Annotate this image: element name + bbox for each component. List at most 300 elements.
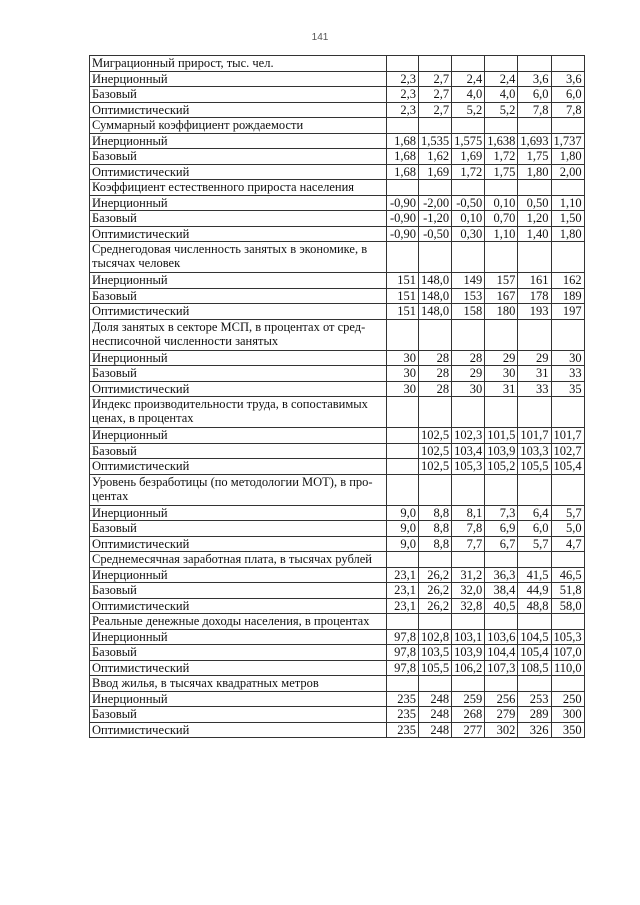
section-header-row <box>90 319 585 350</box>
table-row <box>90 211 585 227</box>
value-cell: 250 <box>551 691 584 707</box>
value-cell: 158 <box>452 304 485 320</box>
value-cell: 103,3 <box>518 443 551 459</box>
value-cell: 101,7 <box>518 428 551 444</box>
empty-cell <box>419 676 452 692</box>
scenario-label: Оптимистический <box>90 164 387 180</box>
value-cell: 2,4 <box>485 71 518 87</box>
scenario-label: Оптимистический <box>90 536 387 552</box>
value-cell: 6,0 <box>518 521 551 537</box>
empty-cell <box>452 319 485 350</box>
value-cell: 26,2 <box>419 583 452 599</box>
value-cell: 30 <box>387 350 419 366</box>
scenario-label: Базовый <box>90 645 387 661</box>
table-row <box>90 660 585 676</box>
value-cell: 30 <box>485 366 518 382</box>
section-header-row <box>90 614 585 630</box>
empty-cell <box>387 118 419 134</box>
value-cell: 326 <box>518 722 551 738</box>
section-title: Суммарный коэффициент рождаемости <box>90 118 387 134</box>
value-cell: 29 <box>452 366 485 382</box>
value-cell: 1,68 <box>387 149 419 165</box>
value-cell: 8,8 <box>419 521 452 537</box>
value-cell: 1,737 <box>551 133 584 149</box>
empty-cell <box>518 552 551 568</box>
value-cell: 6,0 <box>551 87 584 103</box>
table-row <box>90 87 585 103</box>
table-row <box>90 505 585 521</box>
value-cell: 107,0 <box>551 645 584 661</box>
value-cell: 235 <box>387 691 419 707</box>
empty-cell <box>485 676 518 692</box>
scenario-label: Базовый <box>90 87 387 103</box>
value-cell <box>387 428 419 444</box>
value-cell: 1,40 <box>518 226 551 242</box>
value-cell: 33 <box>551 366 584 382</box>
empty-cell <box>485 552 518 568</box>
table-row <box>90 428 585 444</box>
value-cell: 1,72 <box>485 149 518 165</box>
value-cell: 1,80 <box>518 164 551 180</box>
table-row <box>90 71 585 87</box>
scenario-label: Инерционный <box>90 273 387 289</box>
value-cell: 101,7 <box>551 428 584 444</box>
empty-cell <box>387 397 419 428</box>
value-cell: 0,10 <box>485 195 518 211</box>
value-cell: 97,8 <box>387 629 419 645</box>
value-cell: 161 <box>518 273 551 289</box>
empty-cell <box>485 614 518 630</box>
value-cell: 8,8 <box>419 505 452 521</box>
value-cell: 256 <box>485 691 518 707</box>
empty-cell <box>551 118 584 134</box>
value-cell: 46,5 <box>551 567 584 583</box>
value-cell: 35 <box>551 381 584 397</box>
value-cell: 268 <box>452 707 485 723</box>
value-cell: 1,693 <box>518 133 551 149</box>
table-row <box>90 567 585 583</box>
scenario-label: Оптимистический <box>90 226 387 242</box>
table-row <box>90 133 585 149</box>
section-title: Среднегодовая численность занятых в экономике, в тысячах человек <box>90 242 387 273</box>
value-cell: 259 <box>452 691 485 707</box>
value-cell: 105,2 <box>485 459 518 475</box>
value-cell: 7,8 <box>551 102 584 118</box>
value-cell: 1,69 <box>452 149 485 165</box>
value-cell: 1,68 <box>387 164 419 180</box>
value-cell: 1,62 <box>419 149 452 165</box>
empty-cell <box>452 676 485 692</box>
value-cell: 103,9 <box>485 443 518 459</box>
value-cell: 6,9 <box>485 521 518 537</box>
scenario-label: Оптимистический <box>90 304 387 320</box>
value-cell: 30 <box>387 366 419 382</box>
value-cell: 151 <box>387 273 419 289</box>
value-cell: 41,5 <box>518 567 551 583</box>
value-cell: 29 <box>485 350 518 366</box>
scenario-label: Инерционный <box>90 428 387 444</box>
value-cell: 253 <box>518 691 551 707</box>
empty-cell <box>485 397 518 428</box>
table-row <box>90 195 585 211</box>
value-cell: 28 <box>452 350 485 366</box>
table-row <box>90 164 585 180</box>
value-cell: 102,7 <box>551 443 584 459</box>
value-cell: 9,0 <box>387 536 419 552</box>
value-cell: 5,0 <box>551 521 584 537</box>
value-cell: 30 <box>387 381 419 397</box>
value-cell: 2,3 <box>387 71 419 87</box>
value-cell: 5,2 <box>452 102 485 118</box>
value-cell: 51,8 <box>551 583 584 599</box>
empty-cell <box>387 474 419 505</box>
scenario-label: Оптимистический <box>90 722 387 738</box>
value-cell: 148,0 <box>419 288 452 304</box>
table-row <box>90 691 585 707</box>
scenario-label: Базовый <box>90 366 387 382</box>
value-cell: 0,30 <box>452 226 485 242</box>
value-cell: 7,7 <box>452 536 485 552</box>
empty-cell <box>518 676 551 692</box>
section-title: Реальные денежные доходы населения, в процентах <box>90 614 387 630</box>
value-cell: 38,4 <box>485 583 518 599</box>
value-cell: 32,8 <box>452 598 485 614</box>
empty-cell <box>452 118 485 134</box>
table-row <box>90 102 585 118</box>
value-cell: 105,3 <box>452 459 485 475</box>
empty-cell <box>518 56 551 72</box>
table-row <box>90 443 585 459</box>
value-cell: 1,80 <box>551 149 584 165</box>
value-cell: 102,8 <box>419 629 452 645</box>
value-cell: 23,1 <box>387 598 419 614</box>
value-cell: 148,0 <box>419 273 452 289</box>
empty-cell <box>419 319 452 350</box>
value-cell: 29 <box>518 350 551 366</box>
section-header-row <box>90 118 585 134</box>
value-cell: 104,4 <box>485 645 518 661</box>
indicators-table <box>89 55 585 738</box>
value-cell: 1,68 <box>387 133 419 149</box>
scenario-label: Инерционный <box>90 567 387 583</box>
value-cell: 4,0 <box>452 87 485 103</box>
value-cell: 102,3 <box>452 428 485 444</box>
table-row <box>90 149 585 165</box>
value-cell: 235 <box>387 707 419 723</box>
value-cell: 33 <box>518 381 551 397</box>
value-cell: 40,5 <box>485 598 518 614</box>
empty-cell <box>387 242 419 273</box>
value-cell: 105,5 <box>419 660 452 676</box>
value-cell: 97,8 <box>387 645 419 661</box>
value-cell: 0,70 <box>485 211 518 227</box>
section-header-row <box>90 180 585 196</box>
empty-cell <box>419 118 452 134</box>
value-cell: 248 <box>419 707 452 723</box>
value-cell: 5,2 <box>485 102 518 118</box>
empty-cell <box>452 474 485 505</box>
table-row <box>90 226 585 242</box>
value-cell: 2,4 <box>452 71 485 87</box>
value-cell: 4,0 <box>485 87 518 103</box>
value-cell: 8,1 <box>452 505 485 521</box>
value-cell: 28 <box>419 350 452 366</box>
section-title: Среднемесячная заработная плата, в тысячах рублей <box>90 552 387 568</box>
empty-cell <box>485 474 518 505</box>
value-cell: 157 <box>485 273 518 289</box>
value-cell: 26,2 <box>419 567 452 583</box>
empty-cell <box>485 118 518 134</box>
scenario-label: Базовый <box>90 149 387 165</box>
value-cell: 1,20 <box>518 211 551 227</box>
value-cell: 107,3 <box>485 660 518 676</box>
value-cell: 350 <box>551 722 584 738</box>
value-cell: 44,9 <box>518 583 551 599</box>
scenario-label: Оптимистический <box>90 598 387 614</box>
section-title: Доля занятых в секторе МСП, в процентах от сред- несписочной численности занятых <box>90 319 387 350</box>
value-cell: 2,00 <box>551 164 584 180</box>
value-cell: 110,0 <box>551 660 584 676</box>
value-cell: 103,4 <box>452 443 485 459</box>
value-cell: 0,50 <box>518 195 551 211</box>
value-cell: 248 <box>419 691 452 707</box>
table-row <box>90 381 585 397</box>
empty-cell <box>551 397 584 428</box>
scenario-label: Оптимистический <box>90 381 387 397</box>
value-cell: 7,8 <box>452 521 485 537</box>
value-cell: 31 <box>518 366 551 382</box>
value-cell: 102,5 <box>419 428 452 444</box>
value-cell: 302 <box>485 722 518 738</box>
value-cell: 26,2 <box>419 598 452 614</box>
value-cell: -0,90 <box>387 195 419 211</box>
value-cell: 162 <box>551 273 584 289</box>
value-cell: 289 <box>518 707 551 723</box>
section-header-row <box>90 552 585 568</box>
value-cell <box>387 443 419 459</box>
value-cell: 151 <box>387 288 419 304</box>
empty-cell <box>518 319 551 350</box>
empty-cell <box>518 397 551 428</box>
value-cell: 2,7 <box>419 71 452 87</box>
value-cell: 235 <box>387 722 419 738</box>
value-cell: 36,3 <box>485 567 518 583</box>
value-cell: 197 <box>551 304 584 320</box>
table-row <box>90 536 585 552</box>
value-cell: 31,2 <box>452 567 485 583</box>
value-cell: 2,3 <box>387 87 419 103</box>
value-cell: 30 <box>452 381 485 397</box>
value-cell: 1,75 <box>518 149 551 165</box>
section-header-row <box>90 56 585 72</box>
scenario-label: Оптимистический <box>90 459 387 475</box>
section-title: Уровень безработицы (по методологии МОТ), в про- центах <box>90 474 387 505</box>
value-cell: 106,2 <box>452 660 485 676</box>
section-title: Ввод жилья, в тысячах квадратных метров <box>90 676 387 692</box>
value-cell: 193 <box>518 304 551 320</box>
value-cell: 1,638 <box>485 133 518 149</box>
value-cell: 23,1 <box>387 567 419 583</box>
scenario-label: Инерционный <box>90 133 387 149</box>
value-cell: 7,3 <box>485 505 518 521</box>
table-row <box>90 273 585 289</box>
value-cell: 102,5 <box>419 459 452 475</box>
scenario-label: Инерционный <box>90 505 387 521</box>
scenario-label: Инерционный <box>90 350 387 366</box>
value-cell: 9,0 <box>387 505 419 521</box>
section-title: Индекс производительности труда, в сопоставимых ценах, в процентах <box>90 397 387 428</box>
table-row <box>90 366 585 382</box>
empty-cell <box>387 614 419 630</box>
table-row <box>90 459 585 475</box>
section-header-row <box>90 397 585 428</box>
value-cell: -0,90 <box>387 226 419 242</box>
empty-cell <box>387 319 419 350</box>
value-cell: 102,5 <box>419 443 452 459</box>
table-row <box>90 521 585 537</box>
value-cell: 108,5 <box>518 660 551 676</box>
value-cell: -1,20 <box>419 211 452 227</box>
value-cell: 167 <box>485 288 518 304</box>
scenario-label: Инерционный <box>90 691 387 707</box>
value-cell: 248 <box>419 722 452 738</box>
empty-cell <box>551 180 584 196</box>
scenario-label: Инерционный <box>90 71 387 87</box>
value-cell: 8,8 <box>419 536 452 552</box>
table-row <box>90 350 585 366</box>
value-cell: 1,80 <box>551 226 584 242</box>
value-cell: 1,50 <box>551 211 584 227</box>
value-cell: 149 <box>452 273 485 289</box>
empty-cell <box>419 552 452 568</box>
section-header-row <box>90 242 585 273</box>
empty-cell <box>485 56 518 72</box>
empty-cell <box>485 319 518 350</box>
section-title: Миграционный прирост, тыс. чел. <box>90 56 387 72</box>
value-cell: 6,7 <box>485 536 518 552</box>
value-cell: -2,00 <box>419 195 452 211</box>
value-cell: 0,10 <box>452 211 485 227</box>
value-cell: 103,6 <box>485 629 518 645</box>
value-cell: 1,72 <box>452 164 485 180</box>
value-cell: 103,9 <box>452 645 485 661</box>
empty-cell <box>485 180 518 196</box>
empty-cell <box>551 474 584 505</box>
value-cell: 1,535 <box>419 133 452 149</box>
value-cell: 4,7 <box>551 536 584 552</box>
value-cell: 28 <box>419 366 452 382</box>
table-row <box>90 629 585 645</box>
value-cell: 48,8 <box>518 598 551 614</box>
value-cell: 300 <box>551 707 584 723</box>
table-row <box>90 598 585 614</box>
empty-cell <box>518 242 551 273</box>
empty-cell <box>551 319 584 350</box>
value-cell: 1,75 <box>485 164 518 180</box>
scenario-label: Базовый <box>90 443 387 459</box>
table-row <box>90 645 585 661</box>
value-cell: 6,0 <box>518 87 551 103</box>
table-row <box>90 707 585 723</box>
value-cell: 58,0 <box>551 598 584 614</box>
scenario-label: Базовый <box>90 707 387 723</box>
empty-cell <box>452 180 485 196</box>
value-cell: -0,50 <box>452 195 485 211</box>
empty-cell <box>551 614 584 630</box>
page-number: 141 <box>311 32 329 43</box>
value-cell: 151 <box>387 304 419 320</box>
value-cell: 28 <box>419 381 452 397</box>
empty-cell <box>387 676 419 692</box>
value-cell: 103,1 <box>452 629 485 645</box>
section-header-row <box>90 474 585 505</box>
empty-cell <box>419 397 452 428</box>
empty-cell <box>518 614 551 630</box>
value-cell: 5,7 <box>551 505 584 521</box>
scenario-label: Базовый <box>90 288 387 304</box>
scenario-label: Оптимистический <box>90 102 387 118</box>
value-cell: 178 <box>518 288 551 304</box>
table-row <box>90 583 585 599</box>
value-cell: 3,6 <box>518 71 551 87</box>
value-cell: -0,90 <box>387 211 419 227</box>
value-cell: 101,5 <box>485 428 518 444</box>
empty-cell <box>419 180 452 196</box>
value-cell: 2,7 <box>419 102 452 118</box>
value-cell: 1,10 <box>551 195 584 211</box>
empty-cell <box>419 56 452 72</box>
value-cell: 7,8 <box>518 102 551 118</box>
table-row <box>90 288 585 304</box>
value-cell: 3,6 <box>551 71 584 87</box>
empty-cell <box>551 552 584 568</box>
empty-cell <box>551 56 584 72</box>
value-cell: 148,0 <box>419 304 452 320</box>
scenario-label: Базовый <box>90 521 387 537</box>
value-cell: 31 <box>485 381 518 397</box>
empty-cell <box>387 552 419 568</box>
section-title: Коэффициент естественного прироста населения <box>90 180 387 196</box>
value-cell: 23,1 <box>387 583 419 599</box>
empty-cell <box>518 474 551 505</box>
value-cell: 105,5 <box>518 459 551 475</box>
value-cell: 1,69 <box>419 164 452 180</box>
value-cell: 6,4 <box>518 505 551 521</box>
value-cell: 5,7 <box>518 536 551 552</box>
value-cell: 9,0 <box>387 521 419 537</box>
value-cell: 105,4 <box>551 459 584 475</box>
section-header-row <box>90 676 585 692</box>
scenario-label: Базовый <box>90 583 387 599</box>
empty-cell <box>485 242 518 273</box>
value-cell: 189 <box>551 288 584 304</box>
value-cell: 32,0 <box>452 583 485 599</box>
empty-cell <box>518 118 551 134</box>
empty-cell <box>452 614 485 630</box>
value-cell: 180 <box>485 304 518 320</box>
value-cell: 153 <box>452 288 485 304</box>
value-cell: 104,5 <box>518 629 551 645</box>
empty-cell <box>387 56 419 72</box>
empty-cell <box>452 552 485 568</box>
empty-cell <box>551 242 584 273</box>
value-cell <box>387 459 419 475</box>
value-cell: 103,5 <box>419 645 452 661</box>
value-cell: 105,3 <box>551 629 584 645</box>
empty-cell <box>419 242 452 273</box>
table-row <box>90 304 585 320</box>
value-cell: 105,4 <box>518 645 551 661</box>
